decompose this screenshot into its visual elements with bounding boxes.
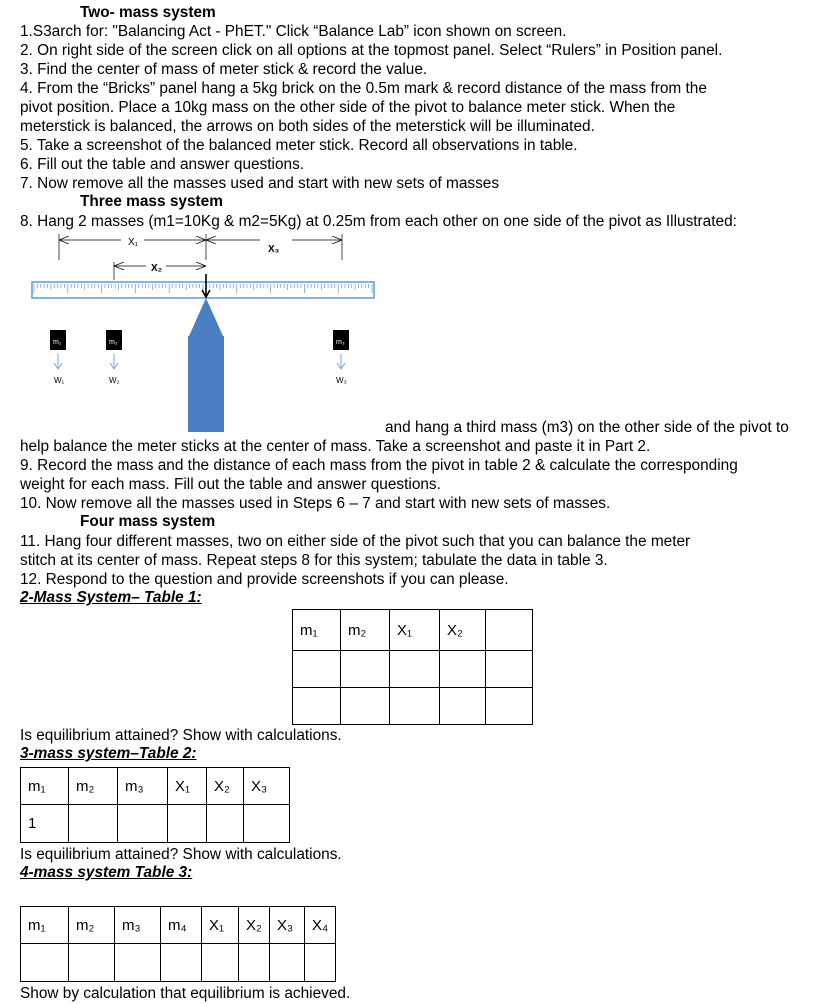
balance-diagram-svg xyxy=(30,232,380,432)
table1-header-cell: X₁ xyxy=(390,610,440,651)
weight-w1-label: W₁ xyxy=(54,376,65,385)
table3-header-cell: m₃ xyxy=(115,907,161,944)
table1-header-cell xyxy=(486,610,533,651)
table3-cell[interactable] xyxy=(305,944,336,982)
table2-header-cell: m₃ xyxy=(118,768,168,805)
step-9-line-1: 9. Record the mass and the distance of each mass from the pivot in table 2 & calculate the corresponding xyxy=(20,457,738,474)
table2-header-cell: X₂ xyxy=(207,768,244,805)
step-1: 1.S3arch for: "Balancing Act - PhET." Click “Balance Lab” icon shown on screen. xyxy=(20,23,567,40)
step-8-continued: and hang a third mass (m3) on the other side of the pivot to xyxy=(385,419,789,436)
table2-header-cell: X₃ xyxy=(244,768,290,805)
table1-row xyxy=(293,651,533,688)
table2-title: 3-mass system–Table 2: xyxy=(20,745,197,762)
step-7: 7. Now remove all the masses used and start with new sets of masses xyxy=(20,175,500,192)
table3-title: 4-mass system Table 3: xyxy=(20,864,193,881)
step-4-line-1: 4. From the “Bricks” panel hang a 5kg brick on the 0.5m mark & record distance of the mass from the xyxy=(20,80,707,97)
table1-cell[interactable] xyxy=(341,688,390,725)
table1-cell[interactable] xyxy=(440,651,486,688)
step-11-line-1: 11. Hang four different masses, two on either side of the pivot such that you can balance the meter xyxy=(20,533,691,550)
heading-two-mass: Two- mass system xyxy=(80,4,216,21)
fulcrum-triangle xyxy=(189,298,223,336)
table1-header-cell: m₂ xyxy=(341,610,390,651)
table3-header-cell: m₁ xyxy=(21,907,69,944)
table3-row xyxy=(21,944,336,982)
table3-cell[interactable] xyxy=(115,944,161,982)
table2-header-row xyxy=(21,768,290,805)
table3-header-cell: m₂ xyxy=(69,907,115,944)
step-4-line-2: pivot position. Place a 10kg mass on the other side of the pivot to balance meter stick. When the xyxy=(20,99,676,116)
table2-header-cell: m₂ xyxy=(69,768,118,805)
table1-cell[interactable] xyxy=(390,651,440,688)
step-5: 5. Take a screenshot of the balanced meter stick. Record all observations in table. xyxy=(20,137,578,154)
table1-cell[interactable] xyxy=(390,688,440,725)
table2-header-cell: m₁ xyxy=(21,768,69,805)
table1-header-cell: X₂ xyxy=(440,610,486,651)
table1-cell[interactable] xyxy=(293,651,341,688)
step-10: 10. Now remove all the masses used in Steps 6 – 7 and start with new sets of masses. xyxy=(20,495,611,512)
table3-cell[interactable] xyxy=(21,944,69,982)
table2-header-cell: X₁ xyxy=(168,768,207,805)
heading-four-mass: Four mass system xyxy=(80,513,216,530)
table3-header-cell: X₂ xyxy=(239,907,270,944)
x2-label: X₂ xyxy=(151,263,163,274)
table2-cell[interactable]: 1 xyxy=(21,805,69,843)
table1-cell[interactable] xyxy=(293,688,341,725)
table2-cell[interactable] xyxy=(207,805,244,843)
step-3: 3. Find the center of mass of meter stick & record the value. xyxy=(20,61,428,78)
table1-header-row xyxy=(293,610,533,651)
mass-m3-label: m₃ xyxy=(336,339,345,346)
table1 xyxy=(292,609,533,725)
step-12: 12. Respond to the question and provide screenshots if you can please. xyxy=(20,571,509,588)
step-8-line-3: help balance the meter sticks at the center of mass. Take a screenshot and paste it in Part 2. xyxy=(20,438,651,455)
table3-header-cell: X₁ xyxy=(202,907,239,944)
weight-w2-label: W₂ xyxy=(109,376,120,385)
table3-header-cell: X₄ xyxy=(305,907,336,944)
table3-cell[interactable] xyxy=(270,944,305,982)
x1-label: X₁ xyxy=(128,237,139,248)
table1-cell[interactable] xyxy=(440,688,486,725)
step-6: 6. Fill out the table and answer questions. xyxy=(20,156,305,173)
table3-cell[interactable] xyxy=(161,944,202,982)
table1-title: 2-Mass System– Table 1: xyxy=(20,589,202,606)
x3-label: X₃ xyxy=(268,244,280,255)
table1-row xyxy=(293,688,533,725)
table3-header-cell: X₃ xyxy=(270,907,305,944)
table3-header-row xyxy=(21,907,336,944)
weight-w3-label: W₃ xyxy=(336,376,347,385)
table2-cell[interactable] xyxy=(168,805,207,843)
mass-m1-label: m₁ xyxy=(53,339,62,346)
table1-cell[interactable] xyxy=(486,688,533,725)
mass-m2-label: m₂ xyxy=(109,339,118,346)
heading-three-mass: Three mass system xyxy=(80,193,223,210)
table2-cell[interactable] xyxy=(118,805,168,843)
table3-cell[interactable] xyxy=(202,944,239,982)
table2-row xyxy=(21,805,290,843)
table2-cell[interactable] xyxy=(69,805,118,843)
step-11-line-2: stitch at its center of mass. Repeat steps 8 for this system; tabulate the data in table 3. xyxy=(20,552,608,569)
fulcrum-base xyxy=(188,336,224,432)
table1-cell[interactable] xyxy=(341,651,390,688)
table3-cell[interactable] xyxy=(69,944,115,982)
step-9-line-2: weight for each mass. Fill out the table and answer questions. xyxy=(20,476,441,493)
table2-cell[interactable] xyxy=(244,805,290,843)
table3-header-cell: m₄ xyxy=(161,907,202,944)
table3 xyxy=(20,906,336,982)
step-8: 8. Hang 2 masses (m1=10Kg & m2=5Kg) at 0.25m from each other on one side of the pivot as Illustrated: xyxy=(20,213,737,230)
table2-question: Is equilibrium attained? Show with calculations. xyxy=(20,846,342,863)
table3-cell[interactable] xyxy=(239,944,270,982)
table3-question: Show by calculation that equilibrium is achieved. xyxy=(20,985,351,1002)
table1-header-cell: m₁ xyxy=(293,610,341,651)
balance-diagram xyxy=(30,232,380,432)
table1-cell[interactable] xyxy=(486,651,533,688)
table1-question: Is equilibrium attained? Show with calculations. xyxy=(20,727,342,744)
table2 xyxy=(20,767,290,843)
step-2: 2. On right side of the screen click on all options at the topmost panel. Select “Rulers” in Position panel. xyxy=(20,42,723,59)
step-4-line-3: meterstick is balanced, the arrows on both sides of the meterstick will be illuminated. xyxy=(20,118,595,135)
